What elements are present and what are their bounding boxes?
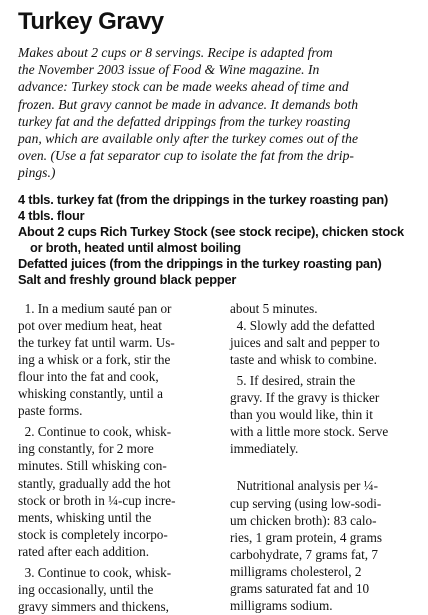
- intro-line: pings.): [18, 165, 56, 181]
- step-line: gravy. If the gravy is thicker: [230, 390, 380, 406]
- step-line: about 5 minutes.: [230, 300, 318, 316]
- step-line: stock is completely incorpo-: [18, 526, 168, 542]
- ingredient-item: 4 tbls. flour: [18, 207, 85, 223]
- step-line: 4. Slowly add the defatted: [230, 317, 375, 333]
- step-4: [230, 317, 414, 368]
- ingredient-item: Defatted juices (from the drippings in the turkey roasting pan): [18, 255, 382, 271]
- step-line: ing constantly, for 2 more: [18, 441, 154, 457]
- ingredient-item: Salt and freshly ground black pepper: [18, 271, 237, 287]
- step-1: [18, 300, 222, 420]
- intro-line: advance: Turkey stock can be made weeks ahead of time and: [18, 79, 349, 95]
- intro-line: turkey fat and the defatted drippings from the turkey roasting: [18, 113, 351, 129]
- step-line: the turkey fat until warm. Us-: [18, 334, 175, 350]
- nutrition-info: [230, 477, 414, 614]
- step-line: rated after each addition.: [18, 543, 150, 559]
- ingredient-list: [18, 192, 414, 288]
- step-line: pot over medium heat, heat: [18, 317, 162, 333]
- step-3: [18, 564, 222, 615]
- step-line: ing occasionally, until the: [18, 582, 154, 598]
- step-3-continued: [230, 300, 414, 317]
- nutrition-line: Nutritional analysis per ¼-: [230, 478, 378, 494]
- recipe-intro: [18, 44, 414, 182]
- ingredient-item: 4 tbls. turkey fat (from the drippings in the turkey roasting pan): [18, 191, 389, 207]
- step-line: 1. In a medium sauté pan or: [18, 300, 172, 316]
- step-line: 5. If desired, strain the: [230, 373, 356, 388]
- nutrition-line: cup serving (using low-sodi-: [230, 495, 382, 511]
- nutrition-line: ries, 1 gram protein, 4 grams: [230, 529, 382, 545]
- directions-left-column: [18, 300, 230, 615]
- step-line: 3. Continue to cook, whisk-: [18, 565, 172, 581]
- recipe-title: Turkey Gravy: [18, 8, 164, 35]
- nutrition-line: um chicken broth): 83 calo-: [230, 512, 377, 528]
- step-line: gravy simmers and thickens,: [18, 599, 169, 615]
- nutrition-line: milligrams cholesterol, 2: [230, 563, 362, 579]
- step-line: whisking constantly, until a: [18, 386, 163, 402]
- step-line: flour into the fat and cook,: [18, 369, 159, 384]
- intro-line: the November 2003 issue of Food & Wine magazine. In: [18, 62, 320, 78]
- nutrition-line: grams saturated fat and 10: [230, 581, 370, 597]
- step-line: taste and whisk to combine.: [230, 351, 377, 367]
- step-line: paste forms.: [18, 403, 83, 419]
- ingredient-item: About 2 cups Rich Turkey Stock (see stock recipe), chicken stock: [18, 223, 404, 239]
- nutrition-line: milligrams sodium.: [230, 598, 333, 614]
- step-line: immediately.: [230, 441, 299, 457]
- intro-line: pan, which are available only after the turkey comes out of the: [18, 131, 359, 147]
- step-line: with a little more stock. Serve: [230, 424, 389, 440]
- step-2: [18, 423, 222, 560]
- step-line: juices and salt and pepper to: [230, 334, 380, 350]
- step-line: ments, whisking until the: [18, 509, 152, 525]
- nutrition-line: carbohydrate, 7 grams fat, 7: [230, 546, 378, 562]
- intro-line: Makes about 2 cups or 8 servings. Recipe is adapted from: [18, 45, 333, 60]
- step-line: ing a whisk or a fork, stir the: [18, 351, 171, 367]
- step-5: [230, 372, 414, 457]
- intro-line: frozen. But gravy cannot be made in advance. It demands both: [18, 96, 359, 112]
- intro-line: oven. (Use a fat separator cup to isolate the fat from the drip-: [18, 148, 354, 164]
- step-line: minutes. Still whisking con-: [18, 458, 167, 474]
- step-line: stantly, gradually add the hot: [18, 475, 171, 491]
- step-line: stock or broth in ¼-cup incre-: [18, 492, 176, 508]
- ingredient-item-continued: or broth, heated until almost boiling: [30, 239, 241, 255]
- step-line: 2. Continue to cook, whisk-: [18, 424, 172, 440]
- step-line: than you would like, thin it: [230, 407, 373, 423]
- directions-right-column: [230, 300, 414, 615]
- directions: [18, 300, 414, 615]
